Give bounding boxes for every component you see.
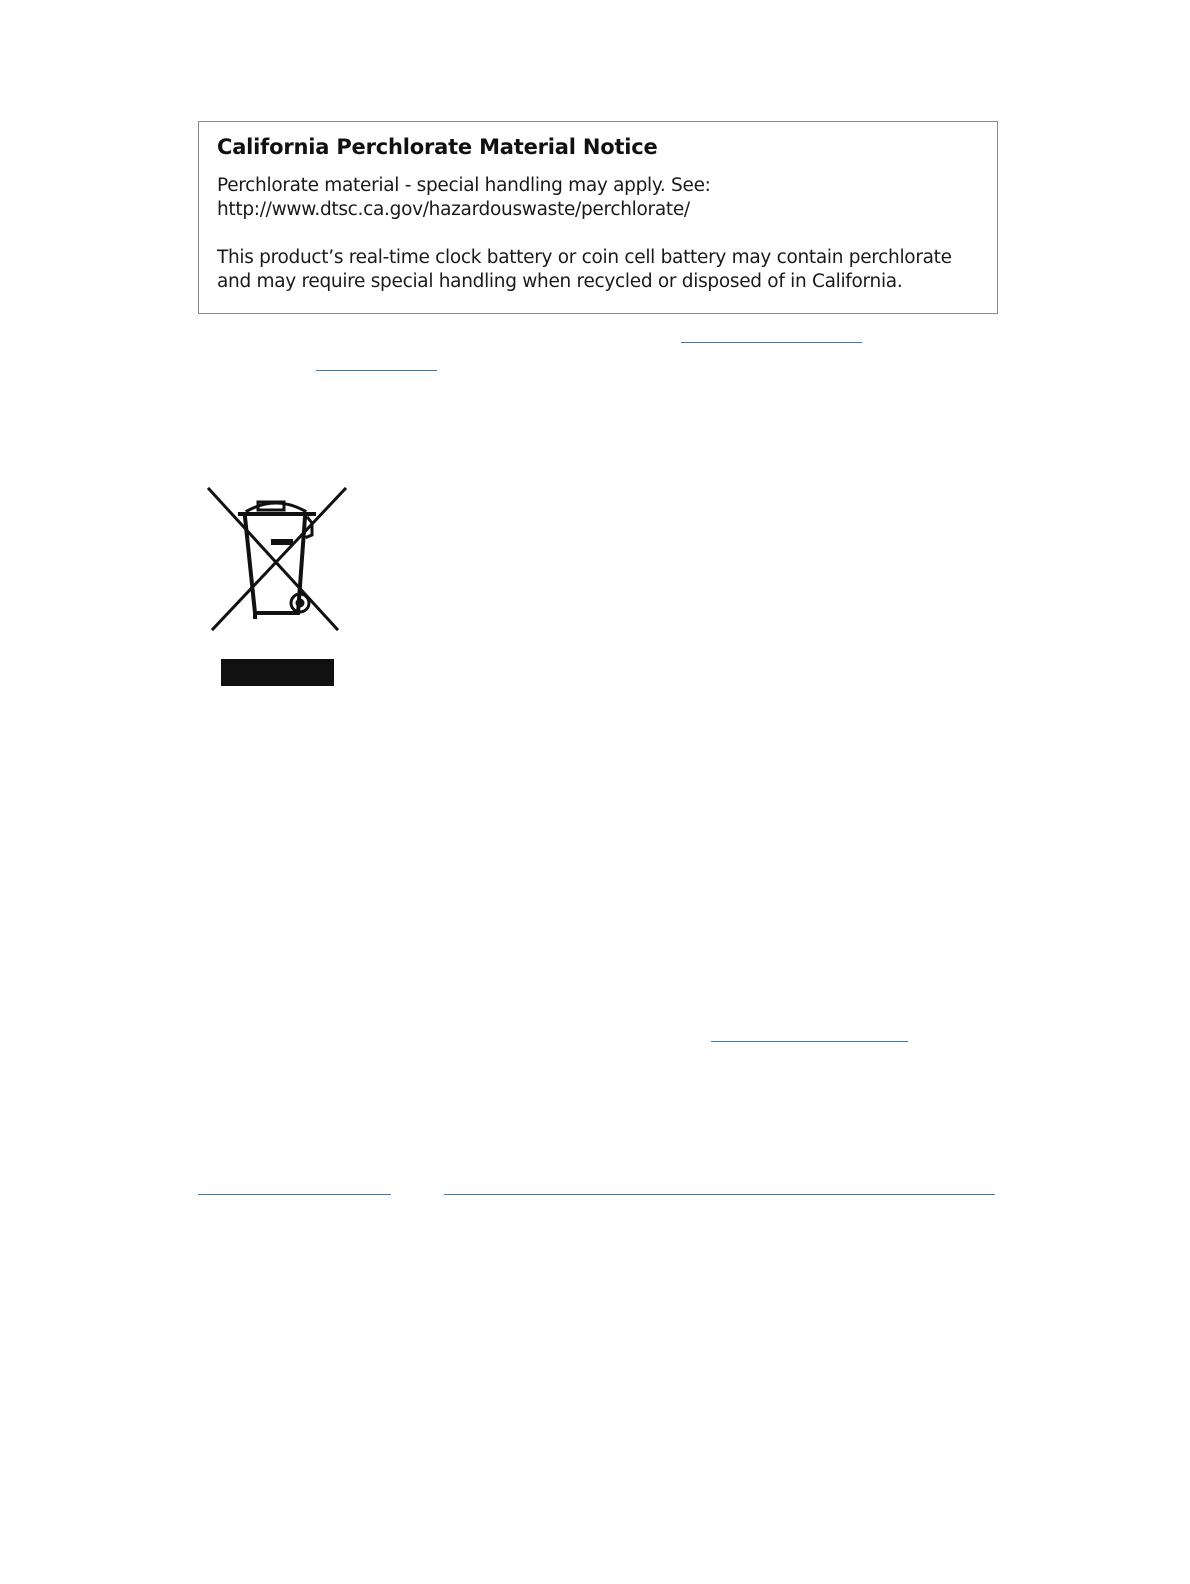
perchlorate-notice-box (198, 121, 998, 314)
notice-title: California Perchlorate Material Notice (217, 135, 658, 159)
crossed-out-wheeled-bin-icon (204, 485, 350, 690)
notice-see-paragraph (217, 174, 979, 222)
link-underline-2[interactable] (316, 370, 437, 371)
link-underline-4[interactable] (198, 1194, 391, 1195)
link-underline-3[interactable] (711, 1041, 908, 1042)
link-underline-1[interactable] (681, 342, 862, 343)
link-underline-5[interactable] (444, 1194, 995, 1195)
notice-body: This product’s real-time clock battery or coin cell battery may contain perchlorate and may require special handling when recycled or disposed of in California. (217, 247, 952, 292)
notice-see-line: Perchlorate material - special handling may apply. See: (217, 175, 711, 196)
notice-url: http://www.dtsc.ca.gov/hazardouswaste/perchlorate/ (217, 199, 690, 220)
